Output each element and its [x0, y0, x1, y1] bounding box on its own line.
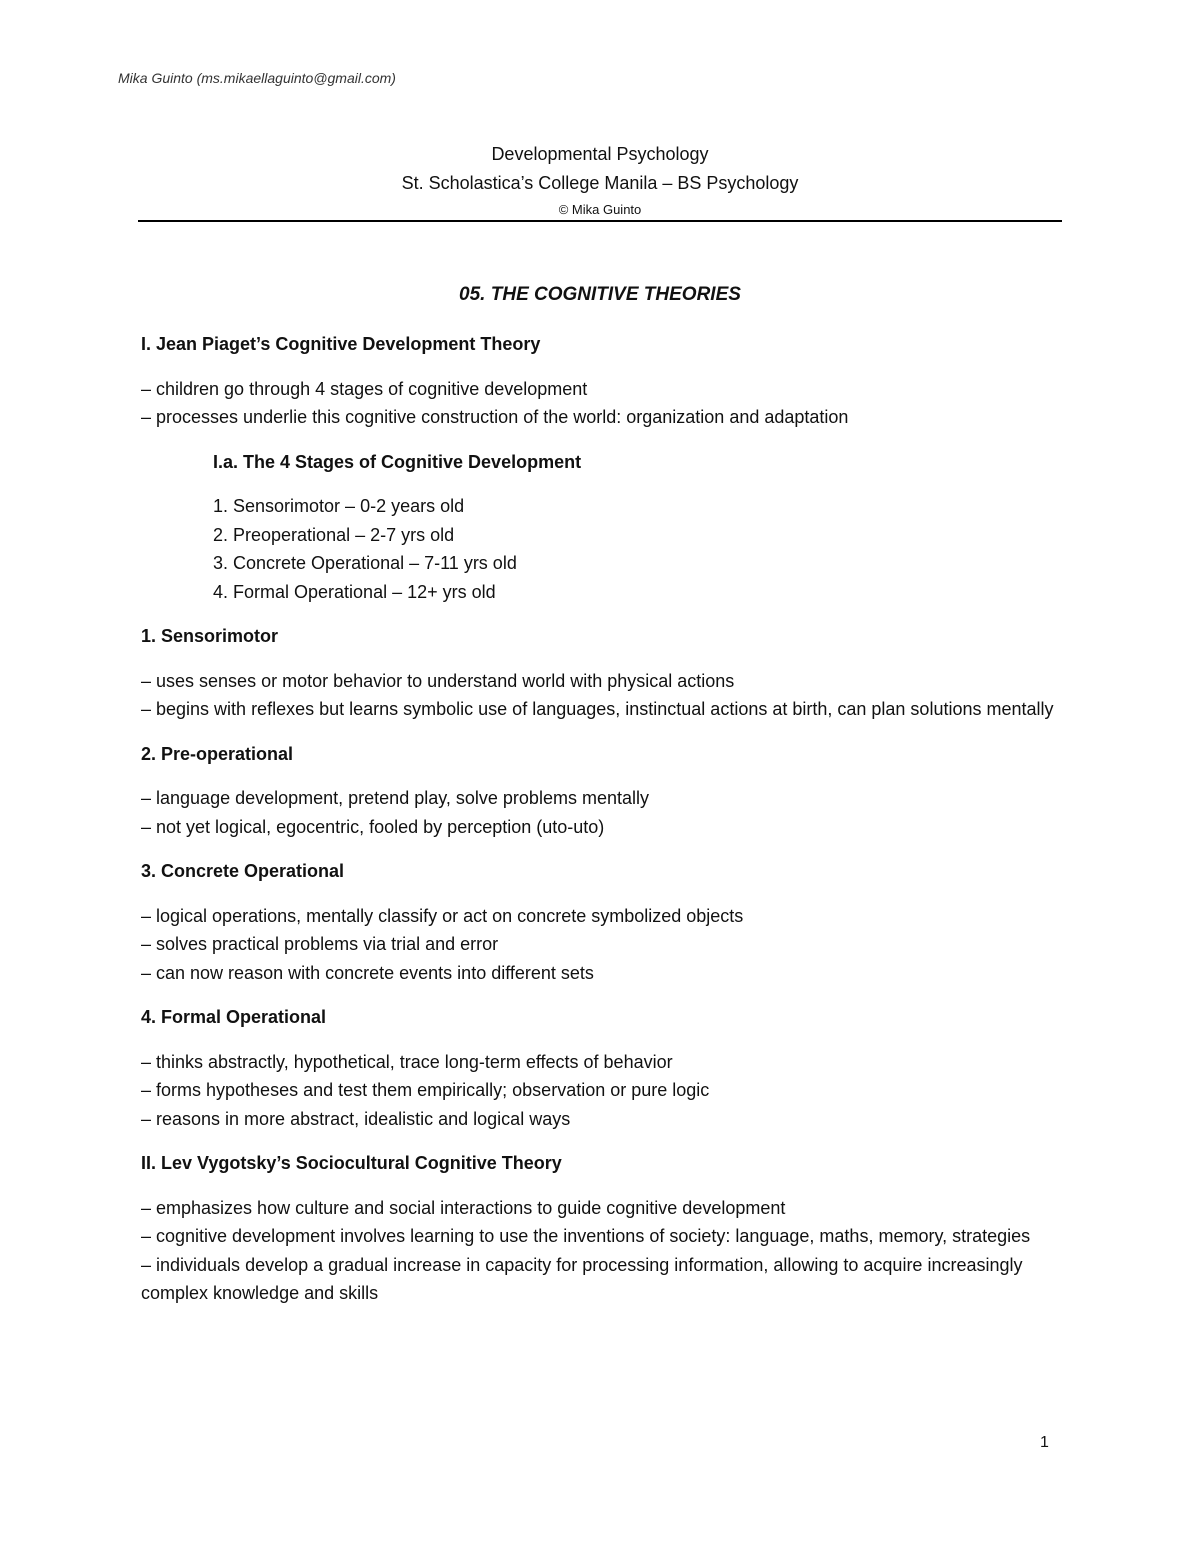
bullet-point: – begins with reflexes but learns symbolic use of languages, instinctual actions at birth, can plan solutions mentally [141, 699, 1054, 719]
section-heading: 2. Pre-operational [141, 743, 294, 764]
section-concrete-operational [141, 857, 1071, 987]
bullet-point: – uses senses or motor behavior to understand world with physical actions [141, 670, 735, 691]
school-program: St. Scholastica’s College Manila – BS Psychology [401, 173, 799, 193]
bullet-point: – logical operations, mentally classify or act on concrete symbolized objects [141, 905, 744, 926]
bullet-point: – cognitive development involves learning to use the inventions of society: language, maths, memory, strategies [141, 1226, 1031, 1246]
document-body [141, 330, 1071, 1308]
page-title: 05. THE COGNITIVE THEORIES [459, 284, 741, 305]
section-heading: 3. Concrete Operational [141, 861, 345, 881]
list-item: 2. Preoperational – 2-7 yrs old [213, 524, 455, 545]
course-name: Developmental Psychology [491, 144, 709, 164]
bullet-point: – thinks abstractly, hypothetical, trace long-term effects of behavior [141, 1051, 673, 1072]
subsection-heading: I.a. The 4 Stages of Cognitive Development [213, 451, 582, 472]
bullet-point: – language development, pretend play, solve problems mentally [141, 788, 649, 808]
section-vygotsky [141, 1149, 1071, 1308]
section-piaget [141, 330, 1071, 606]
section-formal-operational [141, 1003, 1071, 1133]
bullet-point: – not yet logical, egocentric, fooled by perception (uto-uto) [141, 816, 605, 837]
running-header-author: Mika Guinto (ms.mikaellaguinto@gmail.com) [118, 70, 396, 86]
section-heading: II. Lev Vygotsky’s Sociocultural Cognitive Theory [141, 1153, 562, 1173]
bullet-point: – emphasizes how culture and social interactions to guide cognitive development [141, 1197, 786, 1218]
stages-list [213, 492, 1071, 606]
document-header [138, 142, 1062, 219]
bullet-point: – forms hypotheses and test them empirically; observation or pure logic [141, 1080, 710, 1100]
copyright-line: © Mika Guinto [558, 202, 642, 217]
section-preoperational [141, 740, 1071, 842]
list-item: 1. Sensorimotor – 0-2 years old [213, 496, 465, 516]
bullet-point: – solves practical problems via trial and error [141, 934, 499, 954]
page-number: 1 [1040, 1434, 1049, 1451]
list-item: 3. Concrete Operational – 7-11 yrs old [213, 553, 517, 573]
section-heading: 4. Formal Operational [141, 1007, 327, 1027]
bullet-point: – processes underlie this cognitive construction of the world: organization and adaptation [141, 407, 849, 427]
section-heading: I. Jean Piaget’s Cognitive Development Theory [141, 334, 541, 354]
bullet-point: – can now reason with concrete events into different sets [141, 962, 594, 983]
section-heading: 1. Sensorimotor [141, 626, 279, 646]
bullet-point: – children go through 4 stages of cognitive development [141, 378, 588, 399]
header-divider [138, 220, 1062, 222]
bullet-point: – individuals develop a gradual increase in capacity for processing information, allowing to acquire increasingly complex knowledge and skills [141, 1254, 1023, 1303]
bullet-point: – reasons in more abstract, idealistic and logical ways [141, 1108, 571, 1129]
stages-subsection [141, 448, 1071, 607]
list-item: 4. Formal Operational – 12+ yrs old [213, 581, 496, 602]
section-sensorimotor [141, 622, 1071, 724]
